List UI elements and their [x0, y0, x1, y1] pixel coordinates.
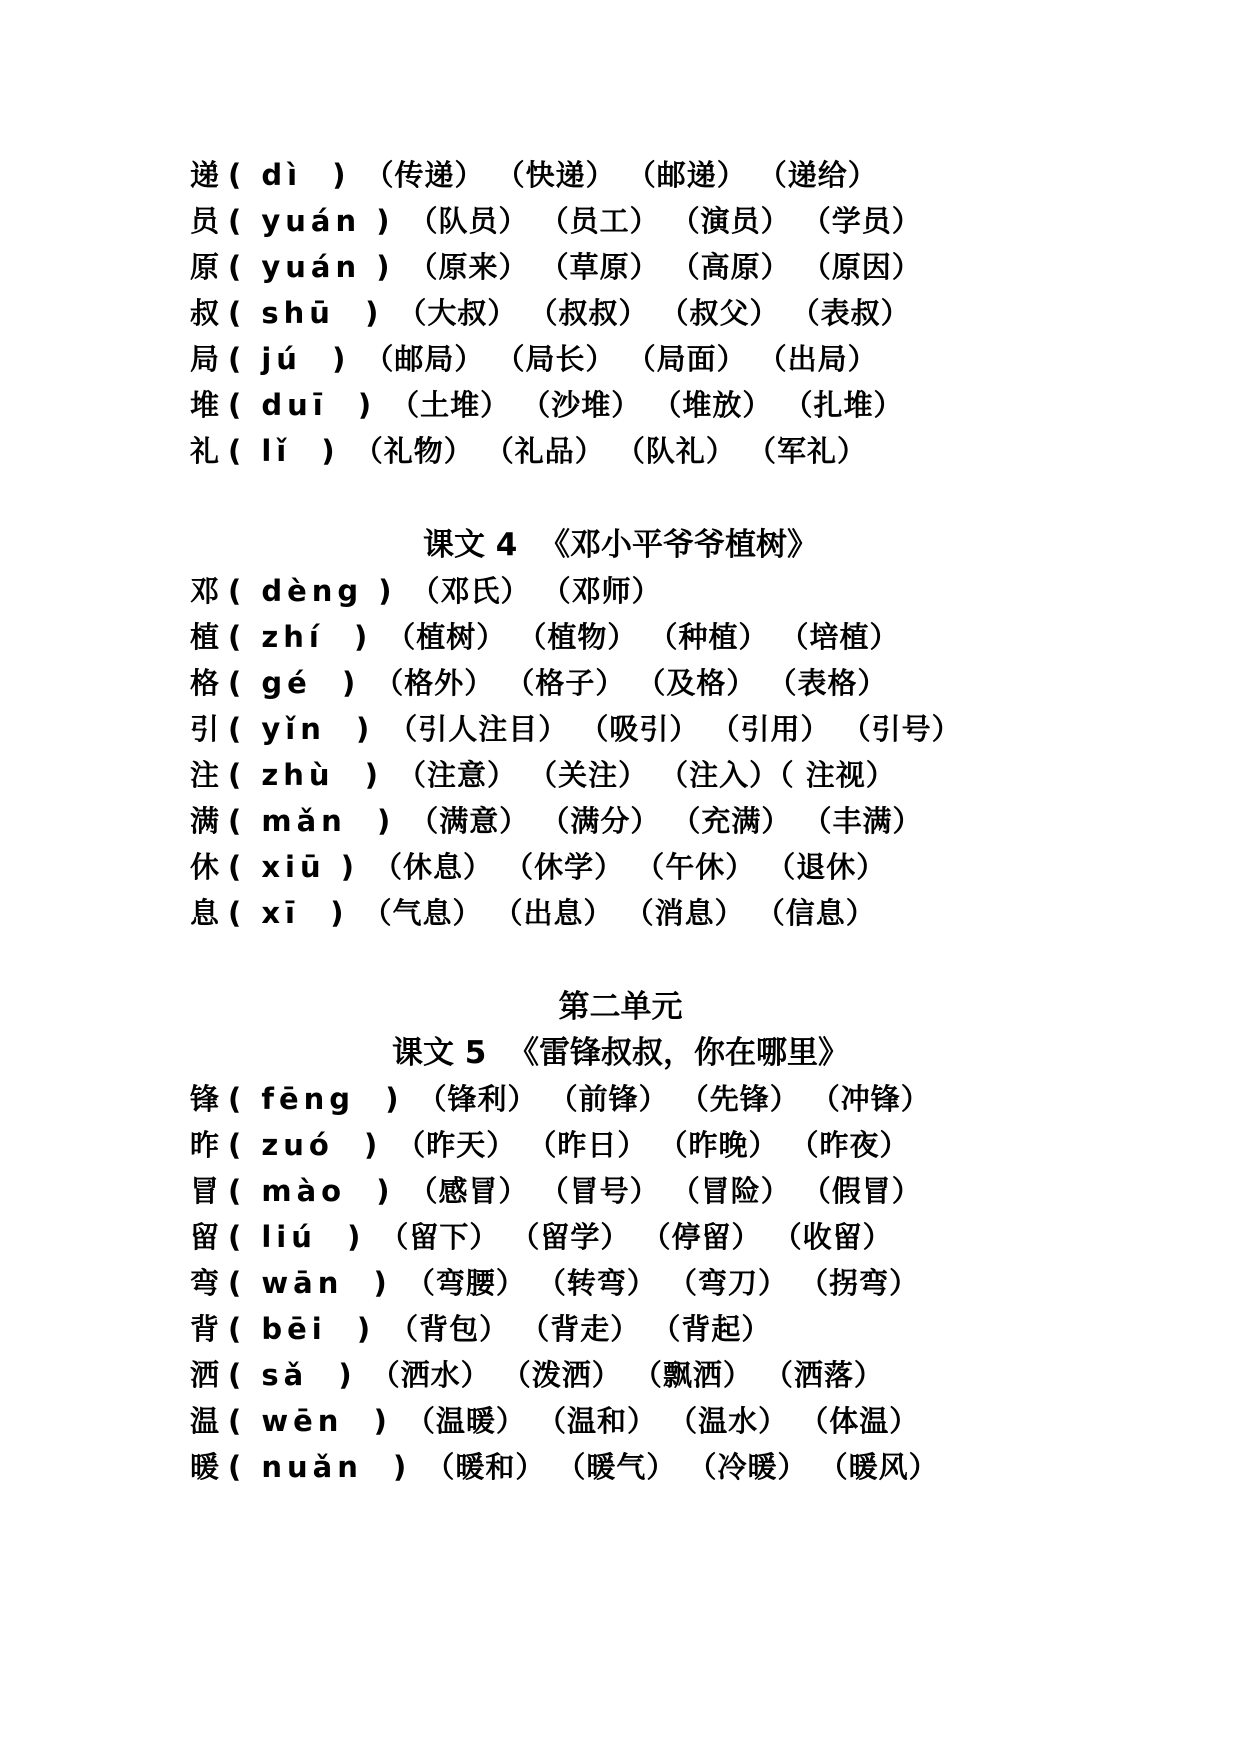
vocab-row: [190, 1076, 931, 1122]
vocab-row: [190, 198, 922, 244]
vocab-pinyin: ( bēi ): [228, 1312, 376, 1346]
vocab-row: [190, 1444, 939, 1490]
vocab-words: （锋利） （前锋） （先锋） （冲锋）: [417, 1082, 931, 1116]
vocab-row: [190, 568, 662, 614]
vocab-words: （大叔） （叔叔） （叔父） （表叔）: [397, 296, 911, 330]
vocab-section: [0, 984, 1241, 1490]
vocab-pinyin: ( xiū ): [228, 850, 359, 884]
vocab-character: 礼: [190, 434, 220, 468]
vocab-words: （休息） （休学） （午休） （退休）: [373, 850, 887, 884]
vocab-words: （邮局） （局长） （局面） （出局）: [364, 342, 878, 376]
vocab-words: （感冒） （冒号） （冒险） （假冒）: [408, 1174, 922, 1208]
vocab-row: [190, 798, 923, 844]
vocab-row: [190, 428, 867, 474]
vocab-row: [190, 752, 896, 798]
vocab-pinyin: ( yuán ): [228, 204, 395, 238]
vocab-words: （暖和） （暖气） （冷暖） （暖风）: [425, 1450, 939, 1484]
vocab-character: 叔: [190, 296, 220, 330]
vocab-character: 注: [190, 758, 220, 792]
vocab-words: （温暖） （温和） （温水） （体温）: [405, 1404, 920, 1438]
vocab-words: （传递） （快递） （邮递） （递给）: [364, 158, 878, 192]
vocab-pinyin: ( fēng ): [228, 1082, 404, 1116]
vocab-pinyin: ( zhí ): [228, 620, 373, 654]
vocab-row: [190, 382, 903, 428]
vocab-pinyin: ( zuó ): [228, 1128, 383, 1162]
vocab-character: 冒: [190, 1174, 220, 1208]
vocab-character: 递: [190, 158, 220, 192]
vocab-words: （洒水） （泼洒） （飘洒） （洒落）: [370, 1358, 884, 1392]
vocab-pinyin: ( jú ): [228, 342, 351, 376]
vocab-words: （弯腰） （转弯） （弯刀） （拐弯）: [405, 1266, 920, 1300]
vocab-row: [190, 152, 878, 198]
vocab-words: （原来） （草原） （高原） （原因）: [408, 250, 922, 284]
vocab-row: [190, 1122, 910, 1168]
vocab-pinyin: ( duī ): [228, 388, 377, 422]
vocab-row: [190, 290, 911, 336]
vocab-section: [0, 152, 1241, 474]
vocab-character: 植: [190, 620, 220, 654]
vocab-character: 留: [190, 1220, 220, 1254]
vocab-words: （格外） （格子） （及格） （表格）: [374, 666, 888, 700]
vocab-character: 暖: [190, 1450, 220, 1484]
vocab-pinyin: ( wēn ): [228, 1404, 392, 1438]
vocab-pinyin: ( zhù ): [228, 758, 383, 792]
vocab-pinyin: ( sǎ ): [228, 1358, 357, 1392]
vocab-pinyin: ( mào ): [228, 1174, 395, 1208]
vocab-pinyin: ( wān ): [228, 1266, 392, 1300]
vocab-character: 锋: [190, 1082, 220, 1116]
vocab-row: [190, 844, 886, 890]
vocab-words: （植树） （植物） （种植） （培植）: [386, 620, 900, 654]
vocab-words: （昨天） （昨日） （昨晚） （昨夜）: [396, 1128, 910, 1162]
vocab-pinyin: ( liú ): [228, 1220, 366, 1254]
vocab-pinyin: ( mǎn ): [228, 804, 396, 838]
vocab-row: [190, 336, 878, 382]
vocab-words: （土堆） （沙堆） （堆放） （扎堆）: [390, 388, 904, 422]
vocab-row: [190, 244, 922, 290]
vocab-character: 洒: [190, 1358, 220, 1392]
vocab-character: 昨: [190, 1128, 220, 1162]
vocab-words: （引人注目） （吸引） （引用） （引号）: [388, 712, 962, 746]
vocab-character: 堆: [190, 388, 220, 422]
vocab-pinyin: ( xī ): [228, 896, 349, 930]
vocab-row: [190, 1306, 771, 1352]
vocab-words: （注意） （关注） （注入）（ 注视）: [396, 758, 896, 792]
section-heading: 课文 4 《邓小平爷爷植树》: [423, 527, 818, 563]
vocab-row: [190, 706, 962, 752]
vocab-row: [190, 1352, 884, 1398]
section-heading: 课文 5 《雷锋叔叔，你在哪里》: [392, 1035, 849, 1071]
vocab-row: [190, 1398, 919, 1444]
vocab-pinyin: ( yuán ): [228, 250, 395, 284]
vocab-character: 员: [190, 204, 220, 238]
vocab-row: [190, 1260, 919, 1306]
vocab-row: [190, 614, 900, 660]
vocab-character: 弯: [190, 1266, 220, 1300]
vocab-words: （气息） （出息） （消息） （信息）: [362, 896, 876, 930]
vocab-character: 息: [190, 896, 220, 930]
vocab-pinyin: ( nuǎn ): [228, 1450, 412, 1484]
section-heading: 第二单元: [558, 989, 683, 1025]
vocab-character: 局: [190, 342, 220, 376]
vocab-row: [190, 660, 888, 706]
vocab-pinyin: ( yǐn ): [228, 712, 375, 746]
vocab-row: [190, 1214, 893, 1260]
vocab-row: [190, 1168, 922, 1214]
vocab-words: （邓氏） （邓师）: [410, 574, 662, 608]
vocab-character: 背: [190, 1312, 220, 1346]
vocab-character: 休: [190, 850, 220, 884]
vocab-row: [190, 890, 876, 936]
vocab-character: 原: [190, 250, 220, 284]
vocab-pinyin: ( dèng ): [228, 574, 397, 608]
vocab-character: 格: [190, 666, 220, 700]
vocab-words: （背包） （背走） （背起）: [389, 1312, 772, 1346]
vocab-pinyin: ( gé ): [228, 666, 361, 700]
vocab-character: 满: [190, 804, 220, 838]
vocab-pinyin: ( shū ): [228, 296, 384, 330]
vocab-character: 引: [190, 712, 220, 746]
vocab-words: （满意） （满分） （充满） （丰满）: [409, 804, 923, 838]
vocab-character: 邓: [190, 574, 220, 608]
vocab-pinyin: ( dì ): [228, 158, 351, 192]
vocab-words: （队员） （员工） （演员） （学员）: [408, 204, 922, 238]
vocab-words: （礼物） （礼品） （队礼） （军礼）: [353, 434, 867, 468]
vocab-section: [0, 522, 1241, 936]
vocab-words: （留下） （留学） （停留） （收留）: [379, 1220, 893, 1254]
vocab-pinyin: ( lǐ ): [228, 434, 340, 468]
vocab-character: 温: [190, 1404, 220, 1438]
